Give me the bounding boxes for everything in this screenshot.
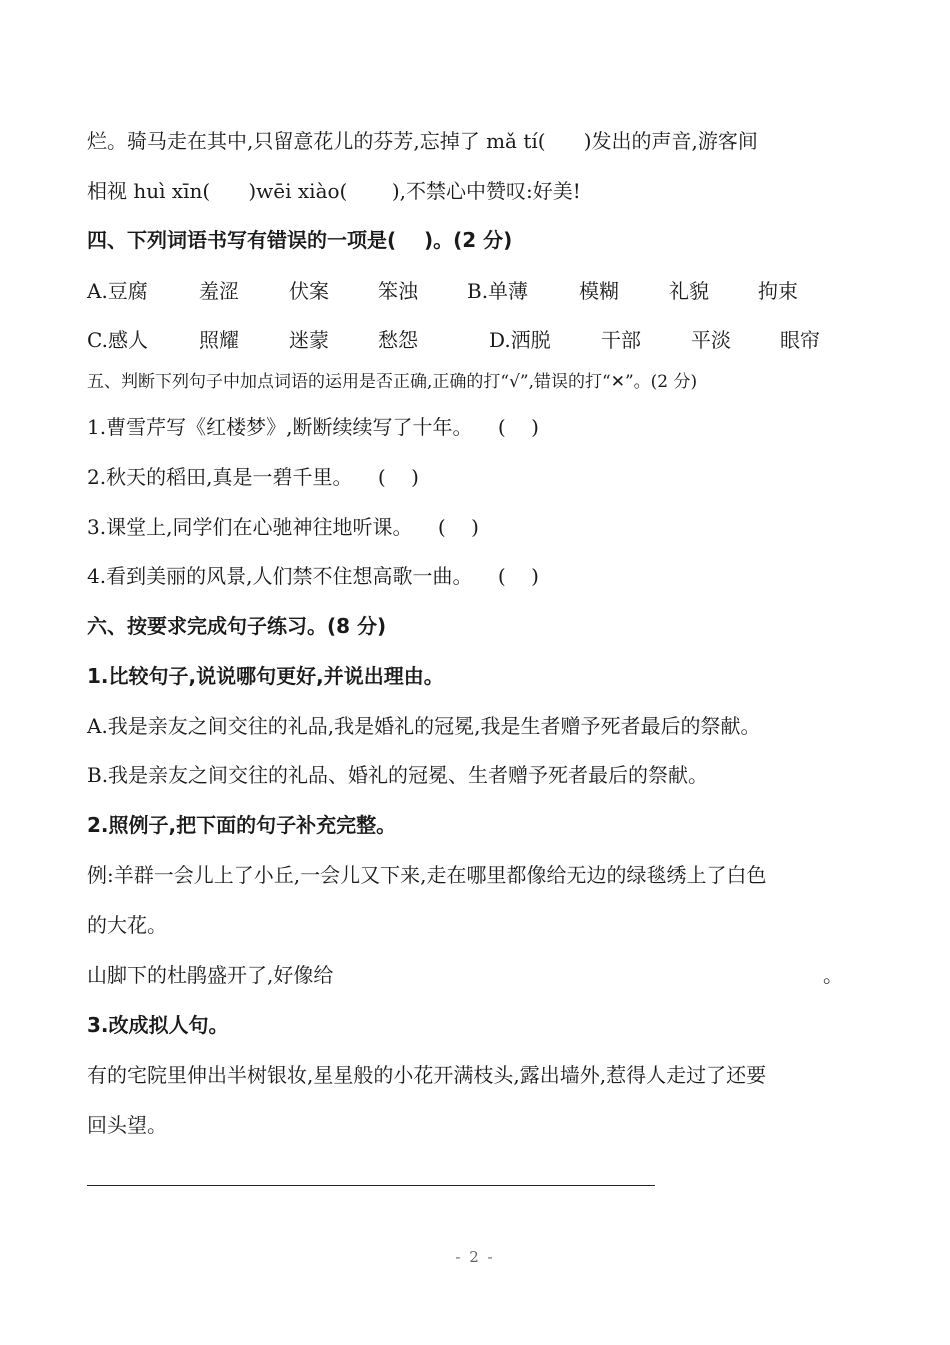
- option-word: 羞涩: [199, 279, 239, 303]
- paragraph-line: 烂。骑马走在其中,只留意花儿的芬芳,忘掉了 mǎ tí( )发出的声音,游客间: [87, 129, 758, 153]
- option-word: D.洒脱: [489, 328, 551, 352]
- fill-in-prompt: 山脚下的杜鹃盛开了,好像给: [87, 963, 334, 987]
- example-line: 的大花。: [87, 913, 167, 937]
- option-word: A.豆腐: [87, 279, 148, 303]
- subquestion-title: 1.比较句子,说说哪句更好,并说出理由。: [87, 664, 444, 688]
- sentence-option: A.我是亲友之间交往的礼品,我是婚礼的冠冕,我是生者赠予死者最后的祭献。: [87, 714, 761, 738]
- paragraph-line: 有的宅院里伸出半树银妆,星星般的小花开满枝头,露出墙外,惹得人走过了还要: [87, 1063, 767, 1087]
- option-word: 笨浊: [378, 279, 418, 303]
- question-item: 2.秋天的稻田,真是一碧千里。 ( ): [87, 465, 419, 489]
- option-word: B.单薄: [467, 279, 529, 303]
- question-item: 1.曹雪芹写《红楼梦》,断断续续写了十年。 ( ): [87, 415, 539, 439]
- option-word: 愁怨: [378, 328, 418, 352]
- option-word: 礼貌: [669, 279, 709, 303]
- answer-line: [87, 1185, 655, 1186]
- paragraph-line: 相视 huì xīn( )wēi xiào( ),不禁心中赞叹:好美!: [87, 179, 581, 203]
- page-number: - 2 -: [455, 1248, 495, 1266]
- sentence-option: B.我是亲友之间交往的礼品、婚礼的冠冕、生者赠予死者最后的祭献。: [87, 763, 709, 787]
- section-heading: 五、判断下列句子中加点词语的运用是否正确,正确的打“√”,错误的打“✕”。(2 分): [87, 372, 698, 392]
- section-heading: 六、按要求完成句子练习。(8 分): [87, 614, 387, 638]
- option-word: 模糊: [579, 279, 619, 303]
- option-word: 伏案: [289, 279, 329, 303]
- section-heading: 四、下列词语书写有错误的一项是( )。(2 分): [87, 228, 513, 252]
- question-item: 3.课堂上,同学们在心驰神往地听课。 ( ): [87, 515, 479, 539]
- end-mark: 。: [823, 963, 843, 987]
- question-item: 4.看到美丽的风景,人们禁不住想高歌一曲。 ( ): [87, 564, 539, 588]
- option-word: 照耀: [199, 328, 239, 352]
- subquestion-title: 2.照例子,把下面的句子补充完整。: [87, 813, 397, 837]
- option-word: 拘束: [758, 279, 798, 303]
- option-word: 迷蒙: [289, 328, 329, 352]
- example-line: 例:羊群一会儿上了小丘,一会儿又下来,走在哪里都像给无边的绿毯绣上了白色: [87, 863, 767, 887]
- paragraph-line: 回头望。: [87, 1113, 167, 1137]
- option-word: 平淡: [691, 328, 731, 352]
- option-word: C.感人: [87, 328, 148, 352]
- option-word: 眼帘: [780, 328, 820, 352]
- option-word: 干部: [601, 328, 641, 352]
- subquestion-title: 3.改成拟人句。: [87, 1013, 229, 1037]
